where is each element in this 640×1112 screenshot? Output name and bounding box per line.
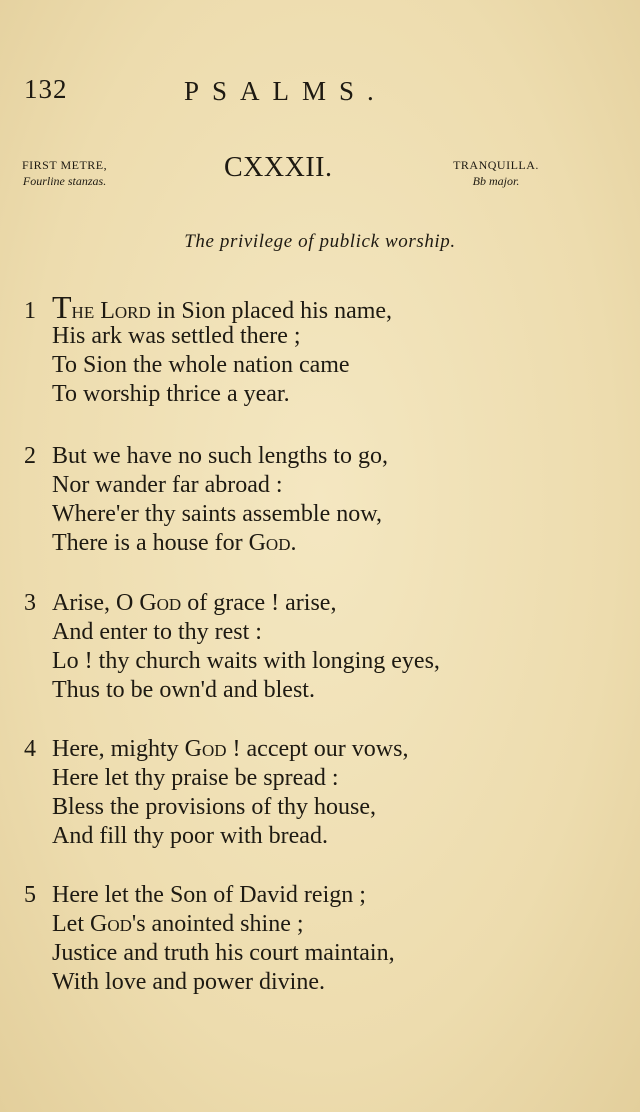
- stanza-number: 5: [24, 882, 36, 908]
- stanza-number: 4: [24, 736, 36, 762]
- verse-text: Arise, O: [52, 590, 140, 616]
- stanza-number: 3: [24, 590, 36, 616]
- verse-line: [24, 589, 614, 618]
- verse-text: Here let the Son of David reign ;: [52, 882, 366, 908]
- verse-text: he Lord: [71, 298, 151, 324]
- verse-text: Let: [52, 911, 90, 937]
- verse-line: [24, 322, 614, 351]
- tune-name: TRANQUILLA.: [453, 158, 539, 172]
- verse-text: Justice and truth his court maintain,: [52, 940, 395, 966]
- verse-line: [24, 618, 614, 647]
- stanza-4: [24, 735, 614, 851]
- verse-text: 's anointed shine ;: [131, 911, 304, 937]
- page-number: 132: [24, 74, 68, 104]
- stanza-5: [24, 881, 614, 997]
- metre-detail: Fourline stanzas.: [22, 174, 107, 188]
- verse-text: Where'er thy saints assemble now,: [52, 501, 382, 527]
- stanza-1: [24, 289, 614, 409]
- verse-text: of grace ! arise,: [181, 590, 337, 616]
- verse-text: To Sion the whole nation came: [52, 352, 350, 378]
- verse-text: Lo ! thy church waits with longing eyes,: [52, 648, 440, 674]
- verse-text: To worship thrice a year.: [52, 381, 290, 407]
- tune-info: [436, 157, 556, 189]
- stanza-number: 1: [24, 298, 36, 324]
- verse-text: Bless the provisions of thy house,: [52, 794, 376, 820]
- verse-line: [24, 968, 614, 997]
- verse-text: His ark was settled there ;: [52, 323, 301, 349]
- verse-line: [24, 289, 614, 325]
- verse-text: in Sion placed his name,: [150, 298, 393, 324]
- verse-line: [24, 647, 614, 676]
- stanza-3: [24, 589, 614, 705]
- verse-text: And enter to thy rest :: [52, 619, 262, 645]
- verse-line: [24, 793, 614, 822]
- verse-text: But we have no such lengths to go,: [52, 443, 388, 469]
- verse-text: Thus to be own'd and blest.: [52, 677, 315, 703]
- verse-line: [24, 442, 614, 471]
- verse-text: Nor wander far abroad :: [52, 472, 283, 498]
- verse-text: .: [290, 530, 297, 556]
- running-head: PSALMS.: [184, 76, 387, 106]
- verse-line: [24, 500, 614, 529]
- verse-line: [24, 764, 614, 793]
- metre-info: [22, 157, 107, 189]
- metre-label: FIRST METRE,: [22, 158, 108, 172]
- verse-text: Here, mighty: [52, 736, 185, 762]
- verse-text: Here let thy praise be spread :: [52, 765, 339, 791]
- stanza-number: 2: [24, 443, 36, 469]
- verse-text: There is a house for: [52, 530, 249, 556]
- verse-text: And fill thy poor with bread.: [52, 823, 328, 849]
- verse-text: God: [89, 911, 132, 937]
- verse-line: [24, 676, 614, 705]
- verse-line: [24, 881, 614, 910]
- verse-text: God: [184, 736, 227, 762]
- tune-key: Bb major.: [472, 174, 520, 188]
- verse-line: [24, 351, 614, 380]
- verse-text: ! accept our vows,: [226, 736, 409, 762]
- psalm-subtitle: The privilege of publick worship.: [184, 231, 456, 252]
- verse-line: [24, 910, 614, 939]
- verse-text: God: [139, 590, 182, 616]
- psalm-number: CXXXII.: [224, 152, 333, 183]
- verse-line: [24, 529, 614, 558]
- verse-line: [24, 471, 614, 500]
- verse-line: [24, 380, 614, 409]
- verse-line: [24, 735, 614, 764]
- verse-line: [24, 939, 614, 968]
- verse-text: God: [248, 530, 291, 556]
- verse-text: T: [52, 289, 72, 325]
- verse-text: With love and power divine.: [52, 969, 325, 995]
- stanza-2: [24, 442, 614, 558]
- verse-line: [24, 822, 614, 851]
